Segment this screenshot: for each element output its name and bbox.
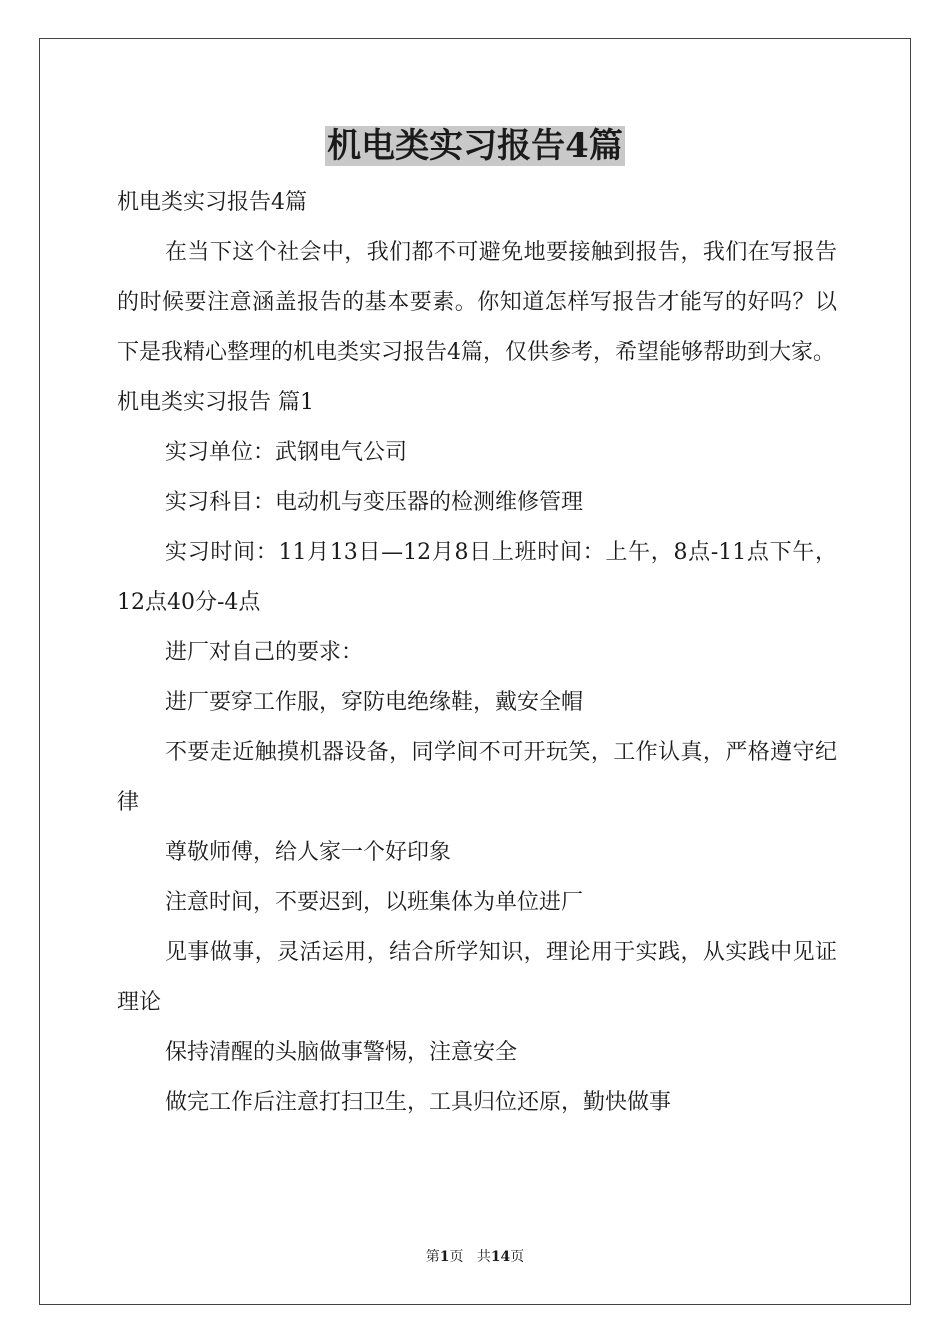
section-heading: 机电类实习报告 篇1: [117, 390, 314, 415]
paragraph: 实习科目：电动机与变压器的检测维修管理: [165, 490, 584, 515]
paragraph: 尊敬师傅，给人家一个好印象: [165, 840, 452, 865]
paragraph: 机电类实习报告4篇: [117, 190, 307, 215]
page-current: 1: [439, 1249, 450, 1265]
paragraph: 做完工作后注意打扫卫生，工具归位还原，勤快做事: [165, 1090, 672, 1115]
paragraph: 注意时间，不要迟到，以班集体为单位进厂: [165, 890, 584, 915]
document-title-wrapper: [0, 124, 950, 168]
document-title: 机电类实习报告4篇: [327, 126, 623, 166]
total-prefix: 共: [476, 1249, 491, 1265]
page-prefix: 第: [425, 1249, 440, 1265]
paragraph: 保持清醒的头脑做事警惕，注意安全: [165, 1040, 518, 1065]
paragraph: 见事做事，灵活运用，结合所学知识，理论用于实践，从实践中见证理论: [117, 940, 837, 1015]
paragraph: 实习单位：武钢电气公司: [165, 440, 408, 465]
paragraph: 进厂要穿工作服，穿防电绝缘鞋，戴安全帽: [165, 690, 584, 715]
paragraph: 实习时间：11月13日—12月8日上班时间：上午，8点-11点下午，12点40分-4点: [117, 540, 837, 615]
paragraph: 不要走近触摸机器设备，同学间不可开玩笑，工作认真，严格遵守纪律: [117, 740, 837, 815]
document-body: [117, 178, 837, 1128]
paragraph: 在当下这个社会中，我们都不可避免地要接触到报告，我们在写报告的时候要注意涵盖报告的基本要素。你知道怎样写报告才能写的好吗？以下是我精心整理的机电类实习报告4篇，仅供参考，希望能够帮助到大家。: [117, 240, 837, 365]
paragraph: 进厂对自己的要求：: [165, 640, 364, 665]
page-footer: [0, 1248, 950, 1266]
page-total: 14: [490, 1249, 511, 1265]
page-suffix: 页: [449, 1249, 464, 1265]
total-suffix: 页: [510, 1249, 525, 1265]
